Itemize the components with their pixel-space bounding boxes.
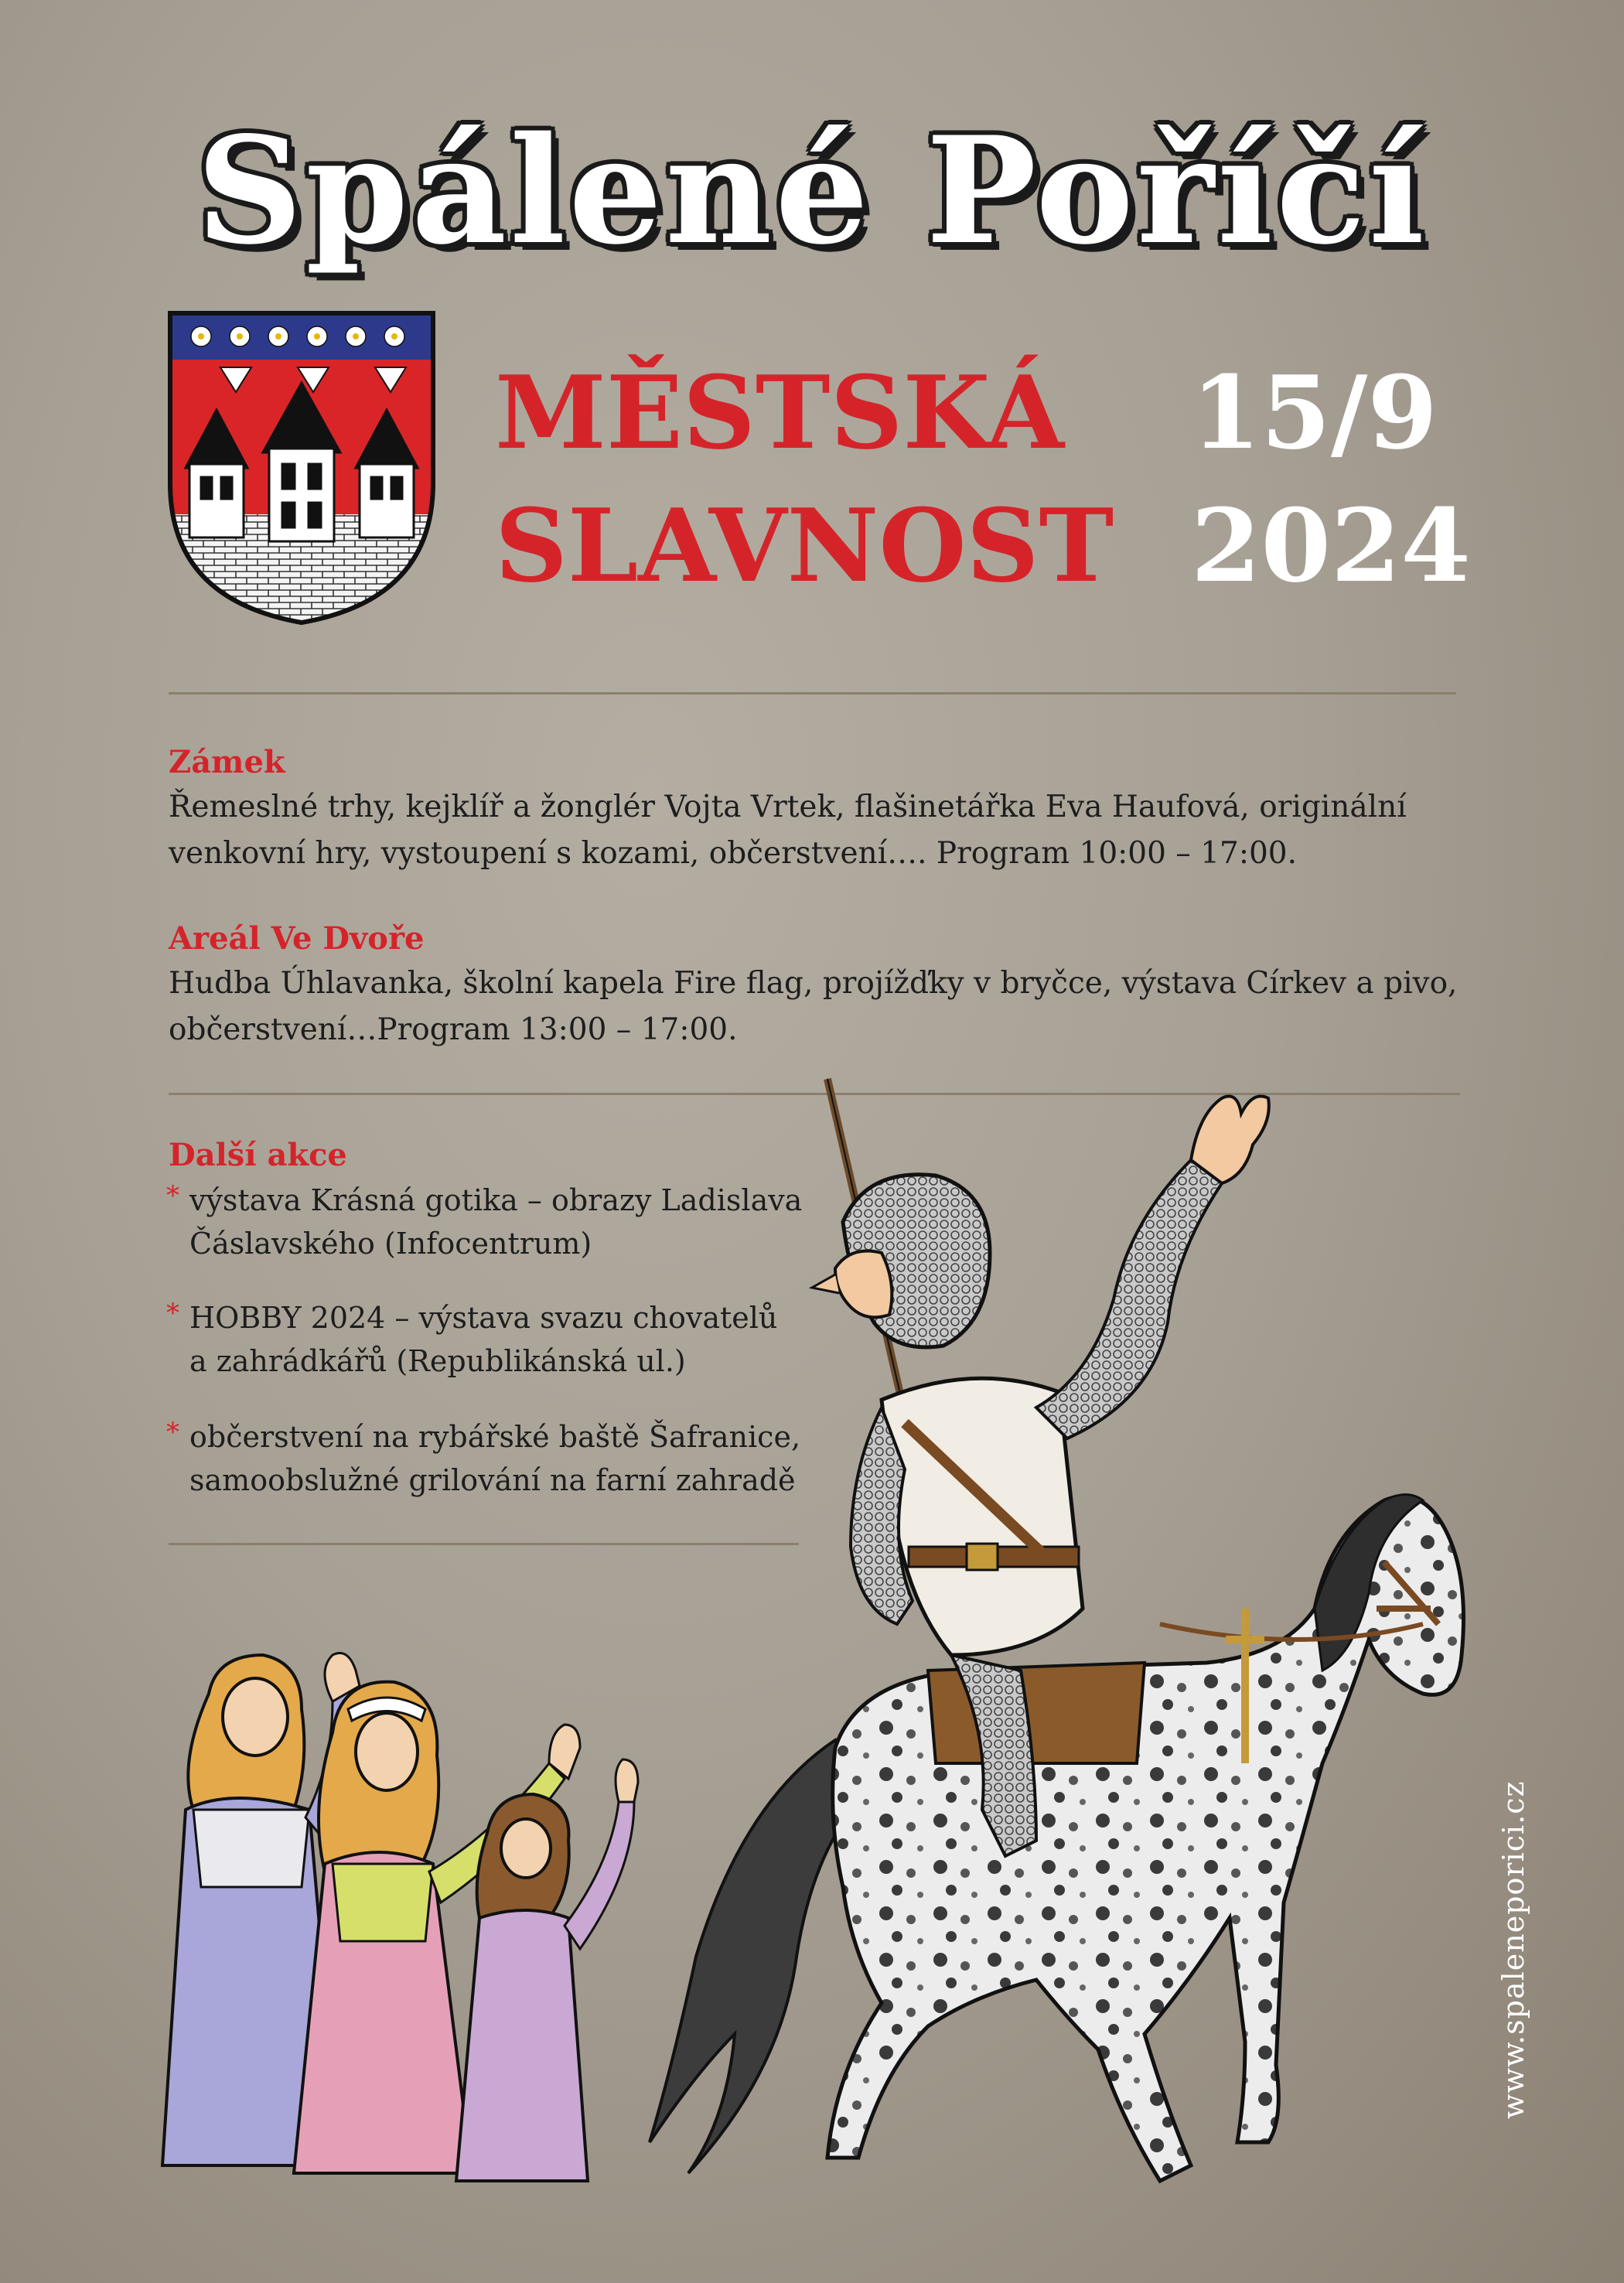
coat-of-arms-icon xyxy=(155,305,449,630)
website-url: www.spaleneporici.cz xyxy=(1496,1780,1530,2119)
event-title-line1: MĚSTSKÁ xyxy=(495,353,1065,472)
list-item-line: HOBBY 2024 – výstava svazu chovatelů xyxy=(189,1301,778,1335)
knight-on-horse-icon xyxy=(603,1067,1493,2227)
town-title: Spálené Poříčí xyxy=(196,104,1428,277)
list-item-line: Čáslavského (Infocentrum) xyxy=(189,1227,592,1261)
event-title xyxy=(495,346,1114,613)
bullet-star-icon: * xyxy=(166,1417,179,1448)
section-heading-areal: Areál Ve Dvoře xyxy=(169,920,425,957)
list-item-line: samoobslužné grilování na farní zahradě xyxy=(189,1463,796,1497)
section-line: venkovní hry, vystoupení s kozami, občerstvení…. Program 10:00 – 17:00. xyxy=(169,836,1297,871)
three-ladies-icon xyxy=(147,1609,688,2196)
section-body-zamek xyxy=(169,784,1407,877)
bullet-star-icon: * xyxy=(166,1180,179,1211)
section-heading-zamek: Zámek xyxy=(169,744,285,780)
section-body-areal xyxy=(169,961,1457,1053)
list-item-line: občerstvení na rybářské baště Šafranice, xyxy=(189,1420,801,1454)
event-title-line2: SLAVNOST xyxy=(495,486,1114,605)
section-heading-dalsi-akce: Další akce xyxy=(169,1137,347,1173)
event-date-day: 15/9 xyxy=(1191,353,1438,472)
section-line: Hudba Úhlavanka, školní kapela Fire flag, projížďky v bryčce, výstava Církev a pivo, xyxy=(169,966,1458,1001)
event-date-year: 2024 xyxy=(1191,486,1471,605)
divider xyxy=(169,692,1456,694)
bullet-star-icon: * xyxy=(166,1298,179,1329)
section-line: Řemeslné trhy, kejklíř a žonglér Vojta Vrtek, flašinetářka Eva Haufová, originální xyxy=(169,790,1407,824)
list-item-line: výstava Krásná gotika – obrazy Ladislava xyxy=(189,1183,803,1217)
event-date xyxy=(1191,346,1471,613)
list-item-line: a zahrádkářů (Republikánská ul.) xyxy=(189,1344,686,1378)
section-line: občerstvení…Program 13:00 – 17:00. xyxy=(169,1012,738,1047)
